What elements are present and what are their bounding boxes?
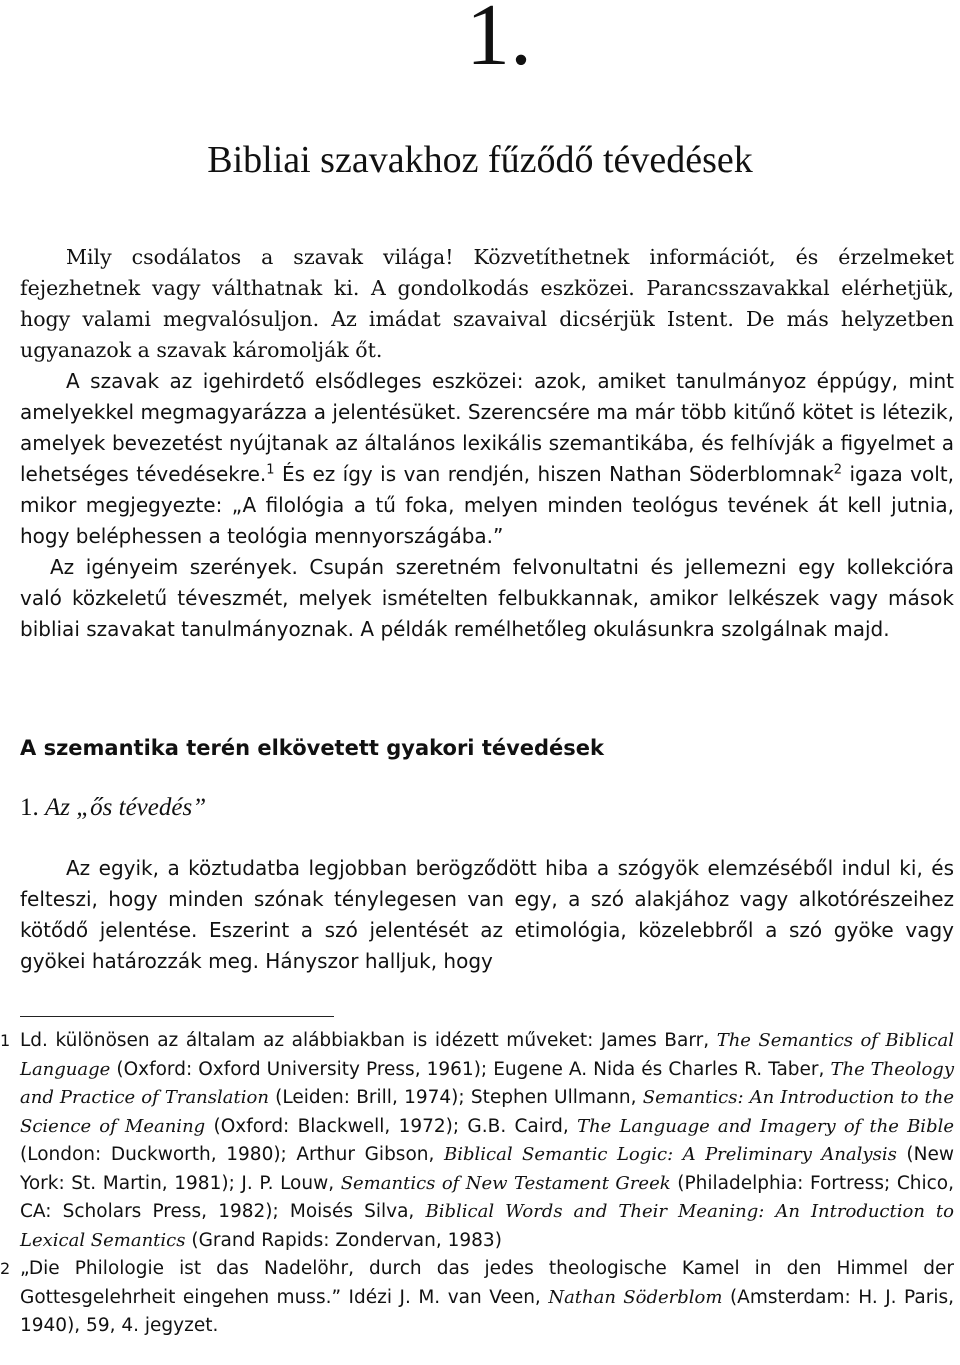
footnote-1-title-3: Semantics: An Introduction to the Science of Meaning xyxy=(20,1087,954,1137)
intro-paragraph-2 xyxy=(20,366,954,552)
footnote-1-title-6: Semantics of New Testament Greek xyxy=(340,1172,671,1194)
footnote-1-text: (Leiden: Brill, 1974); Stephen Ullmann, xyxy=(268,1087,643,1108)
footnote-1-text: (New York: St. Martin, 1981); J. P. Louw, xyxy=(20,1144,954,1194)
footnote-ref-2[interactable]: 2 xyxy=(833,462,843,478)
intro-paragraph-2-text-a: A szavak az igehirdető elsődleges eszközei: azok, amiket tanulmányoz éppúgy, mint amelyekkel megmagyarázza a jelentésüket. Szerencsére ma már több kitűnő kötet is létezik, amelyek bevezetést nyújtanak az általános lexikális szemantikába, és felhívják a figyelmet a lehetséges tévedésekre. xyxy=(20,369,954,486)
intro-text xyxy=(20,242,954,645)
footnote-1-title-1: The Semantics of Biblical Language xyxy=(20,1030,954,1080)
footnote-1-text: (Grand Rapids: Zondervan, 1983) xyxy=(185,1229,502,1251)
intro-paragraph-2-text-b: És ez így is van rendjén, hiszen Nathan Söderblomnak xyxy=(274,462,834,486)
footnote-2-text: (Amsterdam: H. J. Paris, 1940), 59, 4. jegyzet. xyxy=(20,1286,954,1336)
chapter-title: Bibliai szavakhoz fűződő tévedések xyxy=(207,139,753,181)
footnote-1-text: (Philadelphia: Fortress; Chico, CA: Scholars Press, 1982); Moisés Silva, xyxy=(20,1172,954,1222)
intro-paragraph-1: Mily csodálatos a szavak világa! Közvetíthetnek információt, és érzelmeket fejezhetnek vagy válthatnak ki. A gondolkodás eszközei. Parancsszavakkal elérhetjük, hogy valami megvalósuljon. Az imádat szavaival dicsérjük Istent. De más helyzetben ugyanazok a szavak káromolják őt. xyxy=(20,245,954,362)
section-text xyxy=(20,853,954,977)
footnote-1-text: (London: Duckworth, 1980); Arthur Gibson, xyxy=(20,1144,444,1165)
footnote-1-title-5: Biblical Semantic Logic: A Preliminary Analysis xyxy=(444,1144,897,1165)
footnotes xyxy=(0,1027,955,1341)
footnote-1-title-2: The Theology and Practice of Translation xyxy=(20,1058,954,1108)
footnote-1 xyxy=(0,1027,955,1255)
footnote-2-title-1: Nathan Söderblom xyxy=(548,1286,723,1308)
footnote-1-text: (Oxford: Blackwell, 1972); G.B. Caird, xyxy=(205,1115,578,1137)
footnote-1-text: (Oxford: Oxford University Press, 1961); Eugene A. Nida és Charles R. Taber, xyxy=(110,1058,831,1080)
footnote-2-mark: 2 xyxy=(0,1259,11,1278)
chapter-number: 1. xyxy=(466,0,532,84)
footnote-divider xyxy=(20,1016,334,1017)
footnote-2 xyxy=(0,1255,954,1341)
intro-paragraph-3: Az igényeim szerények. Csupán szeretném felvonultatni és jellemezni egy kollekcióra való közkeletű téveszmét, melyek ismételten felbukkannak, amikor lelkészek vagy mások bibliai szavakat tanulmányoznak. A példák remélhetőleg okulásunkra szolgálnak majd. xyxy=(20,555,954,641)
footnote-ref-1[interactable]: 1 xyxy=(266,462,275,478)
footnote-2-text: „Die Philologie ist das Nadelöhr, durch das jedes theologische Kamel in den Himmel der Gottesgelehrheit eingehen muss.” Idézi J. M. van Veen, xyxy=(20,1258,954,1308)
section-paragraph-1: Az egyik, a köztudatba legjobban berögződött hiba a szógyök elemzéséből indul ki, és felteszi, hogy minden szónak ténylegesen van egy, a szó alakjához vagy alkotórészeihez kötődő jelentése. Eszerint a szó jelentését az etimológia, közelebbről a szó gyöke vagy gyökei határozzák meg. Hányszor halljuk, hogy xyxy=(20,856,954,973)
footnote-1-title-7: Biblical Words and Their Meaning: An Introduction to Lexical Semantics xyxy=(20,1201,955,1251)
section-heading: A szemantika terén elkövetett gyakori tévedések xyxy=(20,736,605,760)
subsection-number: 1. xyxy=(20,794,45,821)
footnote-1-title-4: The Language and Imagery of the Bible xyxy=(577,1115,954,1137)
subsection-title: Az „ős tévedés” xyxy=(45,794,207,821)
intro-paragraph-2-text-c: igaza volt, mikor megjegyezte: „A filológia a tű foka, melyen minden teológus tevének át kell jutnia, hogy beléphessen a teológia mennyországába.” xyxy=(20,462,954,548)
subsection-heading xyxy=(20,794,206,822)
footnote-1-text: Ld. különösen az általam az alábbiakban is idézett műveket: James Barr, xyxy=(20,1030,717,1051)
footnote-1-mark: 1 xyxy=(0,1031,11,1050)
